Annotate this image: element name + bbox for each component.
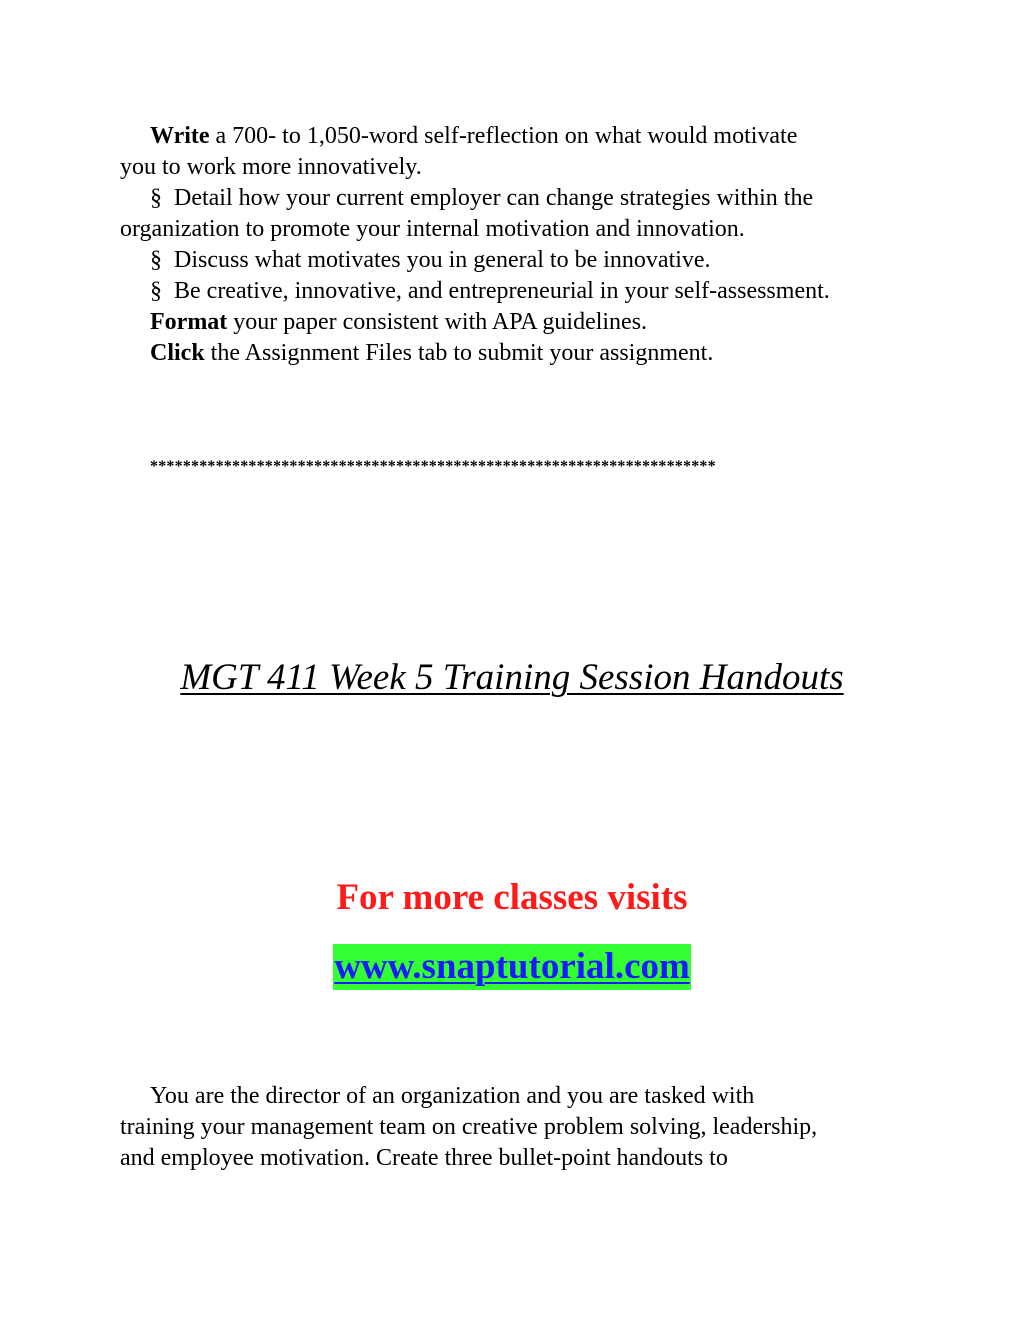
format-line: [120, 307, 920, 338]
bullet-2-text: Discuss what motivates you in general to be innovative.: [162, 247, 711, 273]
description-line-2: training your management team on creative problem solving, leadership,: [120, 1114, 818, 1140]
section-sign-icon: §: [150, 278, 162, 304]
bullet-3-text: Be creative, innovative, and entrepreneurial in your self-assessment.: [162, 278, 830, 304]
click-line: [120, 338, 920, 369]
promo-text: For more classes visits: [336, 877, 688, 918]
separator-line: *********************************************************************: [150, 458, 716, 475]
description-paragraph: [120, 1081, 920, 1174]
bullet-item-1: [120, 183, 920, 214]
write-label: Write: [150, 123, 210, 149]
click-text: the Assignment Files tab to submit your assignment.: [204, 340, 714, 366]
format-text: your paper consistent with APA guidelines.: [227, 309, 648, 335]
section-title: MGT 411 Week 5 Training Session Handouts: [180, 657, 844, 698]
write-line: [120, 121, 920, 152]
description-line-1: You are the director of an organization and you are tasked with: [150, 1083, 755, 1109]
click-label: Click: [150, 340, 205, 366]
format-label: Format: [150, 309, 228, 335]
bullet-1-text: Detail how your current employer can change strategies within the: [162, 185, 814, 211]
description-line-3: and employee motivation. Create three bullet-point handouts to: [120, 1145, 728, 1171]
promo-link[interactable]: www.snaptutorial.com: [333, 944, 691, 990]
bullet-item-1-continued: organization to promote your internal motivation and innovation.: [120, 216, 745, 242]
promo-link-wrapper: [0, 944, 1024, 990]
bullet-item-2: [120, 245, 920, 276]
section-sign-icon: §: [150, 185, 162, 211]
section-sign-icon: §: [150, 247, 162, 273]
assignment-instructions: [120, 121, 920, 369]
write-text: a 700- to 1,050-word self-reflection on what would motivate: [209, 123, 798, 149]
write-line-continued: you to work more innovatively.: [120, 154, 422, 180]
bullet-item-3: [120, 276, 920, 307]
